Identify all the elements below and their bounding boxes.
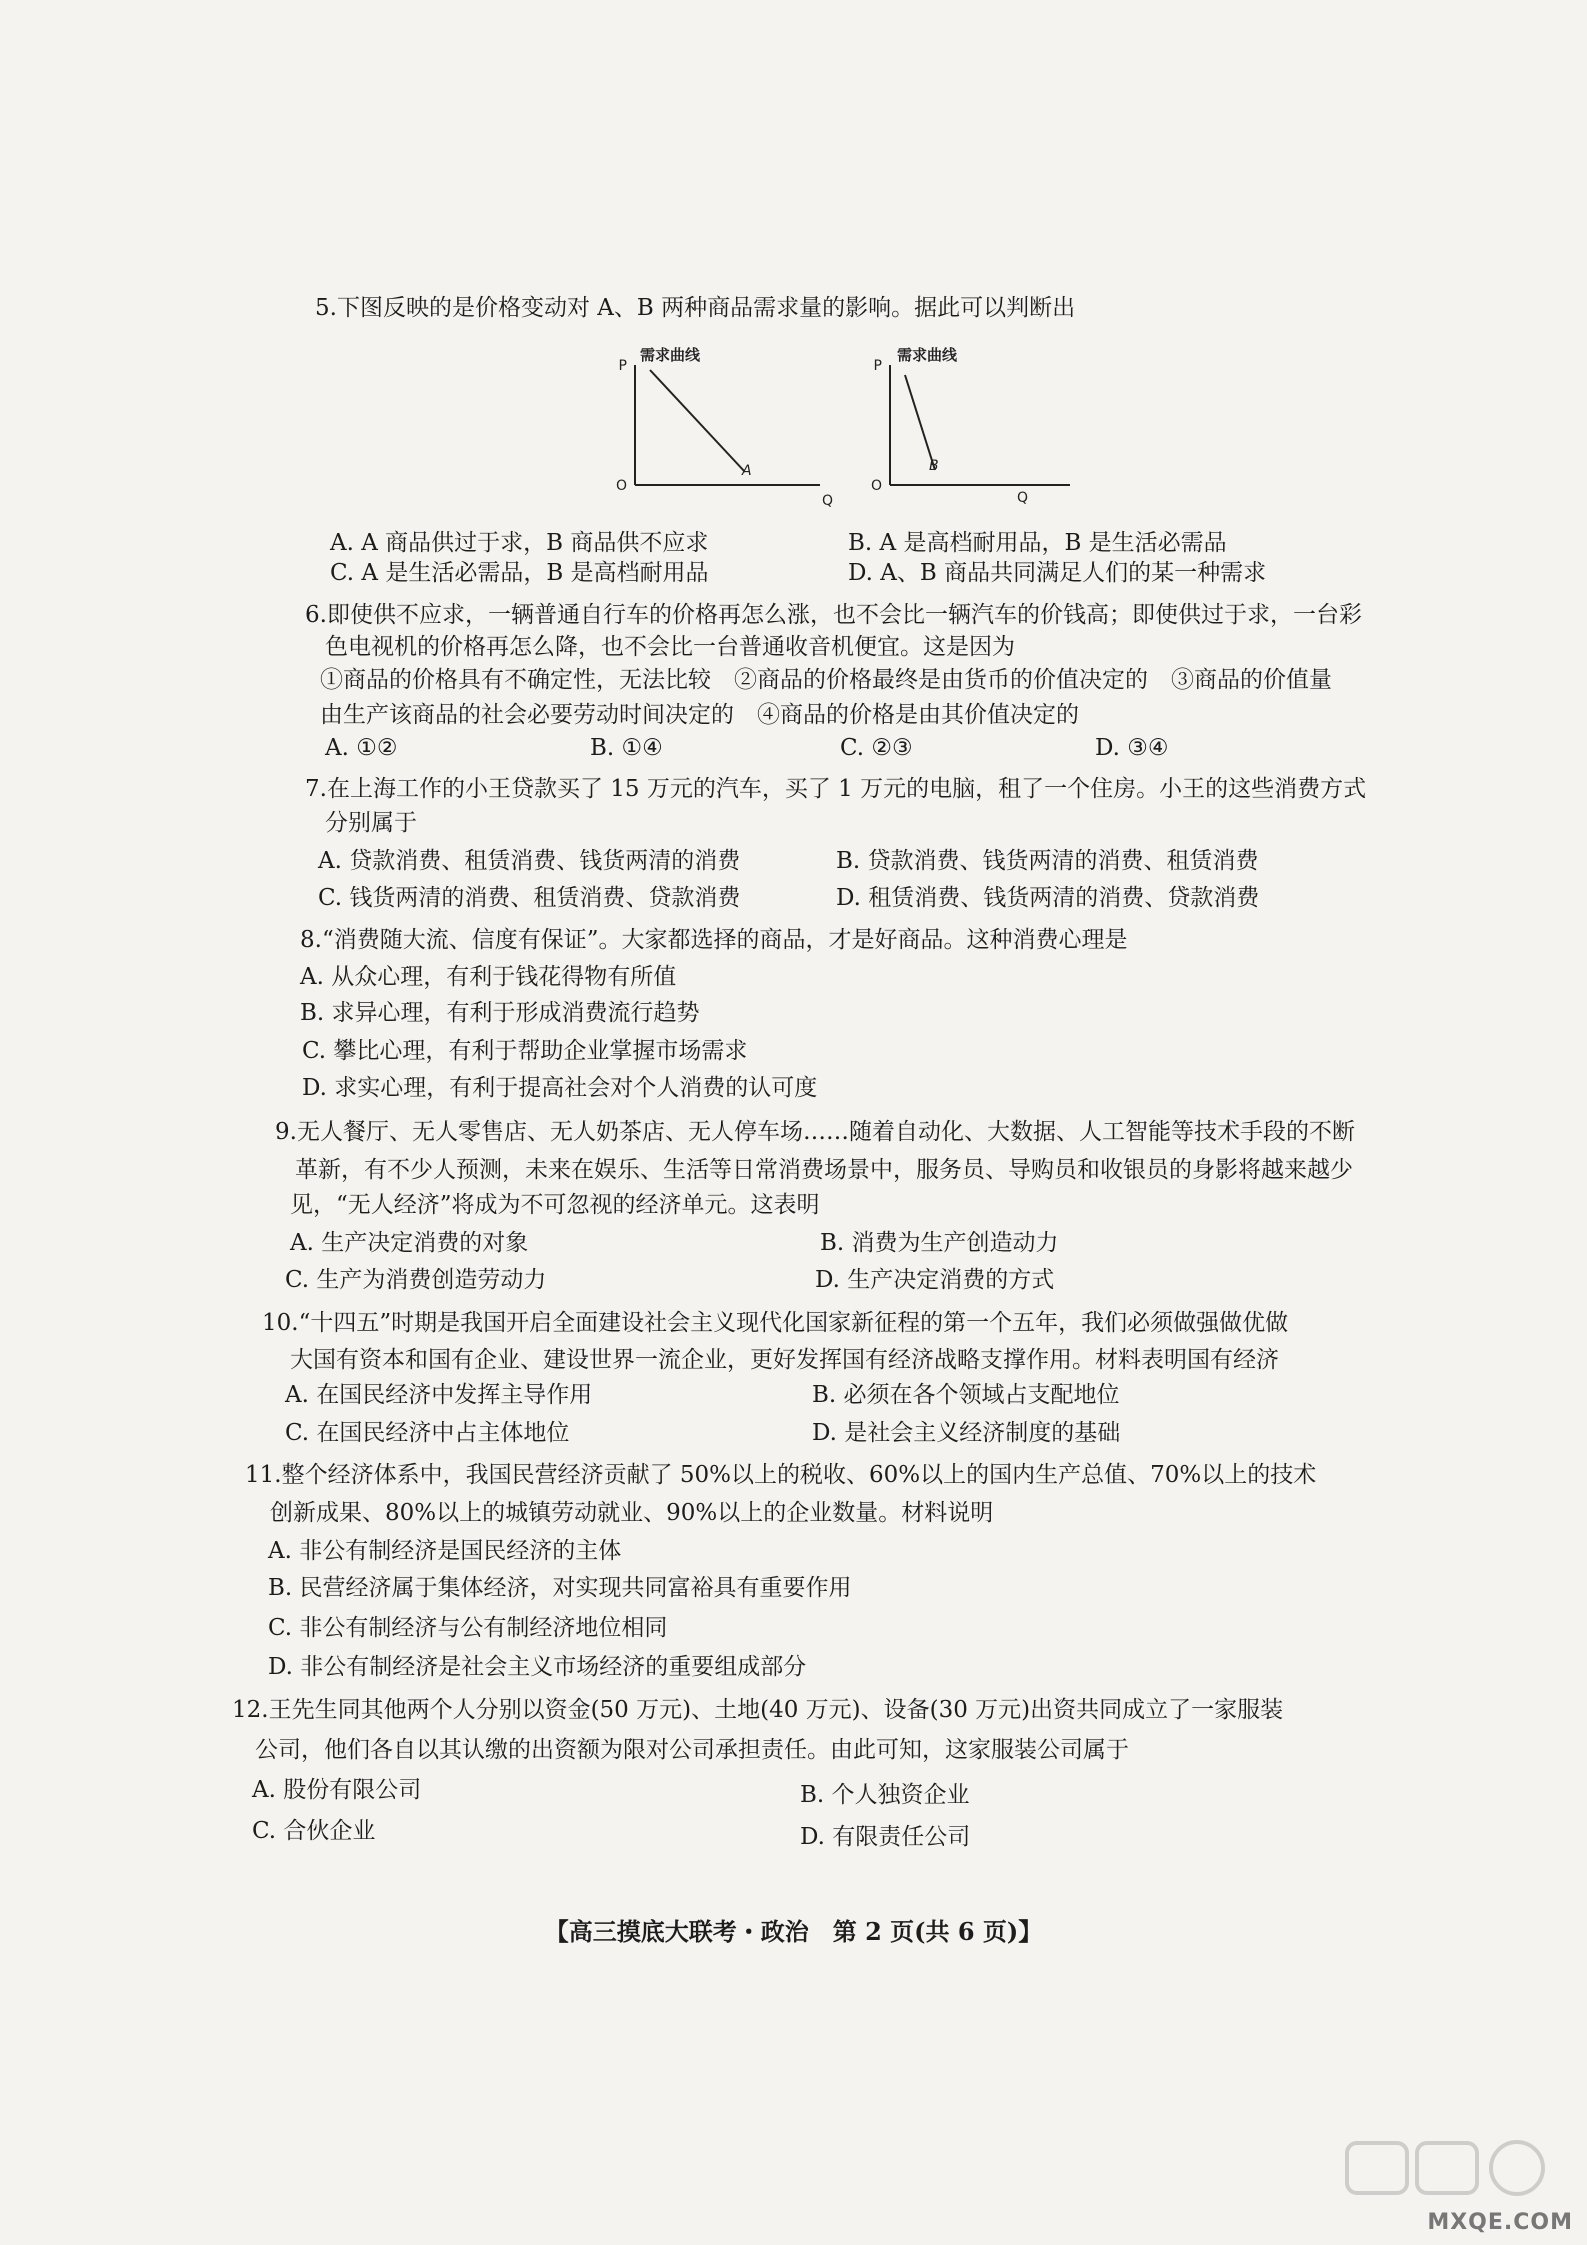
chart-b-p-label: P: [873, 358, 882, 374]
q9-line-1: 9.无人餐厅、无人零售店、无人奶茶店、无人停车场……随着自动化、大数据、人工智能等技术手段的不断: [275, 1119, 1355, 1145]
q5-option-d: D. A、B 商品共同满足人们的某一种需求: [848, 560, 1267, 586]
q11-line-1: 11.整个经济体系中，我国民营经济贡献了 50%以上的税收、60%以上的国内生产总值、70%以上的技术: [245, 1462, 1317, 1488]
q9-option-b: B. 消费为生产创造动力: [820, 1230, 1059, 1256]
q12-option-c: C. 合伙企业: [252, 1818, 376, 1844]
q5-option-c: C. A 是生活必需品，B 是高档耐用品: [330, 560, 709, 586]
page-footer: 【高三摸底大联考・政治 第 2 页(共 6 页)】: [544, 1917, 1043, 1946]
q5-stem: 5.下图反映的是价格变动对 A、B 两种商品需求量的影响。据此可以判断出: [315, 295, 1076, 321]
watermark-text: MXQE.COM: [1427, 2210, 1573, 2235]
q11-line-2: 创新成果、80%以上的城镇劳动就业、90%以上的企业数量。材料说明: [270, 1500, 994, 1526]
chart-a-p-label: P: [618, 358, 627, 374]
watermark-shape-1: [1347, 2143, 1407, 2193]
q7-option-d: D. 租赁消费、钱货两清的消费、贷款消费: [836, 885, 1260, 911]
q11-option-d: D. 非公有制经济是社会主义市场经济的重要组成部分: [268, 1654, 807, 1680]
demand-chart-b-svg: [845, 340, 1105, 510]
chart-b-title: 需求曲线: [897, 346, 958, 364]
q12-line-2: 公司，他们各自以其认缴的出资额为限对公司承担责任。由此可知，这家服装公司属于: [255, 1737, 1129, 1763]
chart-a-q-label: Q: [822, 493, 834, 509]
q7-option-a: A. 贷款消费、租赁消费、钱货两清的消费: [318, 848, 741, 874]
q12-option-d: D. 有限责任公司: [800, 1824, 971, 1850]
chart-b-o-label: O: [870, 478, 882, 494]
q9-option-d: D. 生产决定消费的方式: [815, 1267, 1055, 1293]
q12-line-1: 12.王先生同其他两个人分别以资金(50 万元)、土地(40 万元)、设备(30 万元)出资共同成立了一家服装: [232, 1697, 1284, 1723]
q12-option-b: B. 个人独资企业: [800, 1782, 970, 1808]
q6-option-a: A. ①②: [325, 735, 398, 761]
chart-a-title: 需求曲线: [640, 346, 701, 364]
q8-line-1: 8.“消费随大流、信度有保证”。大家都选择的商品，才是好商品。这种消费心理是: [300, 927, 1128, 953]
chart-a-o-label: O: [615, 478, 627, 494]
q11-option-b: B. 民营经济属于集体经济，对实现共同富裕具有重要作用: [268, 1575, 852, 1601]
demand-chart-b: [845, 340, 1105, 514]
demand-chart-a: [590, 340, 850, 514]
q10-line-2: 大国有资本和国有企业、建设世界一流企业，更好发挥国有经济战略支撑作用。材料表明国有经济: [290, 1347, 1279, 1373]
q8-option-c: C. 攀比心理，有利于帮助企业掌握市场需求: [302, 1038, 748, 1064]
q6-line-3: ①商品的价格具有不确定性，无法比较 ②商品的价格最终是由货币的价值决定的 ③商品的价值量: [320, 667, 1332, 693]
q11-option-c: C. 非公有制经济与公有制经济地位相同: [268, 1615, 668, 1641]
chart-b-curve-label: B: [929, 458, 939, 474]
q10-option-c: C. 在国民经济中占主体地位: [285, 1420, 570, 1446]
q8-option-b: B. 求异心理，有利于形成消费流行趋势: [300, 1000, 700, 1026]
q8-option-d: D. 求实心理，有利于提高社会对个人消费的认可度: [302, 1075, 818, 1101]
chart-a-curve-label: A: [742, 463, 752, 479]
q7-line-1: 7.在上海工作的小王贷款买了 15 万元的汽车，买了 1 万元的电脑，租了一个住房。小王的这些消费方式: [305, 776, 1367, 802]
q6-line-1: 6.即使供不应求，一辆普通自行车的价格再怎么涨，也不会比一辆汽车的价钱高；即使供过于求，一台彩: [305, 602, 1362, 628]
q6-option-c: C. ②③: [840, 735, 913, 761]
watermark-shape-3: [1491, 2142, 1543, 2194]
q11-option-a: A. 非公有制经济是国民经济的主体: [268, 1538, 622, 1564]
q6-line-4: 由生产该商品的社会必要劳动时间决定的 ④商品的价格是由其价值决定的: [320, 702, 1079, 728]
chart-b-demand-curve: [905, 375, 935, 470]
q5-option-b: B. A 是高档耐用品，B 是生活必需品: [848, 530, 1227, 556]
watermark-shape-2: [1417, 2143, 1477, 2193]
q10-option-b: B. 必须在各个领域占支配地位: [812, 1382, 1120, 1408]
q10-option-d: D. 是社会主义经济制度的基础: [812, 1420, 1121, 1446]
q8-option-a: A. 从众心理，有利于钱花得物有所值: [300, 964, 677, 990]
chart-a-demand-curve: [650, 370, 745, 472]
q9-option-c: C. 生产为消费创造劳动力: [285, 1267, 547, 1293]
q9-line-3: 见，“无人经济”将成为不可忽视的经济单元。这表明: [290, 1192, 820, 1218]
q7-line-2: 分别属于: [325, 810, 417, 836]
q6-option-d: D. ③④: [1095, 735, 1169, 761]
q5-option-a: A. A 商品供过于求，B 商品供不应求: [330, 530, 709, 556]
demand-chart-a-svg: [590, 340, 850, 510]
q10-line-1: 10.“十四五”时期是我国开启全面建设社会主义现代化国家新征程的第一个五年，我们必须做强做优做: [262, 1310, 1289, 1336]
q10-option-a: A. 在国民经济中发挥主导作用: [285, 1382, 593, 1408]
q12-option-a: A. 股份有限公司: [252, 1777, 422, 1803]
q6-line-2: 色电视机的价格再怎么降，也不会比一台普通收音机便宜。这是因为: [325, 634, 1015, 660]
q9-option-a: A. 生产决定消费的对象: [290, 1230, 529, 1256]
q7-option-b: B. 贷款消费、钱货两清的消费、租赁消费: [836, 848, 1259, 874]
q7-option-c: C. 钱货两清的消费、租赁消费、贷款消费: [318, 885, 741, 911]
q6-option-b: B. ①④: [590, 735, 663, 761]
chart-b-q-label: Q: [1017, 490, 1029, 506]
q9-line-2: 革新，有不少人预测，未来在娱乐、生活等日常消费场景中，服务员、导购员和收银员的身影将越来越少: [295, 1157, 1353, 1183]
